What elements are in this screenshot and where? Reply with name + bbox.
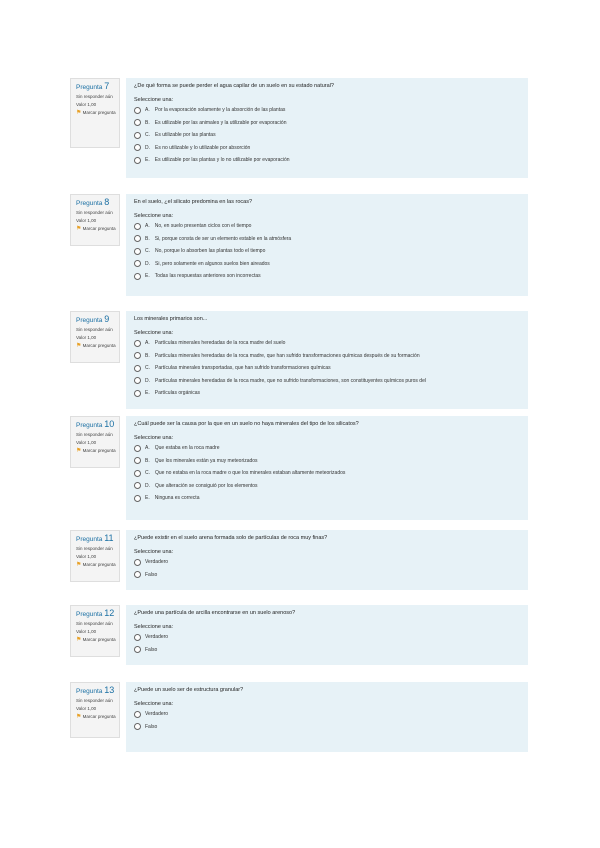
flag-question-button[interactable]	[76, 110, 116, 116]
flag-icon: ⚑	[76, 110, 82, 116]
flag-icon: ⚑	[76, 343, 82, 349]
answer-option[interactable]: C. No, porque lo absorben las plantas todo el tiempo	[134, 245, 520, 258]
radio-button[interactable]	[134, 495, 141, 502]
answer-option-false[interactable]: Falso	[134, 644, 520, 657]
question-text: ¿Puede un suelo ser de estructura granular?	[134, 687, 244, 693]
flag-label: Marcar pregunta	[82, 448, 116, 453]
radio-button[interactable]	[134, 390, 141, 397]
flag-icon: ⚑	[76, 714, 82, 720]
answer-prompt: Seleccione una:	[134, 701, 174, 707]
radio-button[interactable]	[134, 646, 141, 653]
question-text: ¿Puede existir en el suelo arena formada solo de partículas de roca muy finas?	[134, 535, 328, 541]
question-text: ¿Cuál puede ser la causa por la que en un suelo no haya minerales del tipo de los silicatos?	[134, 421, 359, 427]
answer-option[interactable]: A. Por la evaporación solamente y la absorción de las plantas	[134, 104, 520, 117]
answer-option[interactable]: E. Todas las respuestas anteriores son incorrectas	[134, 270, 520, 283]
answer-option[interactable]: C. Que no estaba en la roca madre o que los minerales estaban altamente meteorizados	[134, 467, 520, 480]
question-number: 12	[104, 608, 115, 618]
radio-button[interactable]	[134, 365, 141, 372]
radio-button[interactable]	[134, 235, 141, 242]
question-info	[70, 605, 120, 657]
flag-icon: ⚑	[76, 448, 82, 454]
answer-option[interactable]: C. Partículas minerales transportadas, que han sufrido transformaciones químicas	[134, 362, 520, 375]
flag-label: Marcar pregunta	[82, 562, 116, 567]
answer-option[interactable]: C. Es utilizable por las plantas	[134, 129, 520, 142]
question-info	[70, 682, 120, 738]
radio-button[interactable]	[134, 273, 141, 280]
question-text: Los minerales primarios son...	[134, 316, 208, 322]
answer-prompt: Seleccione una:	[134, 330, 174, 336]
radio-button[interactable]	[134, 457, 141, 464]
answer-option[interactable]: D. Si, pero solamente en algunos suelos bien aireados	[134, 258, 520, 271]
question-content	[126, 682, 528, 752]
question-status: Sin responder aún	[76, 698, 113, 703]
question-text: En el suelo, ¿el silicato predomina en las rocas?	[134, 199, 253, 205]
radio-button[interactable]	[134, 260, 141, 267]
question-status: Sin responder aún	[76, 210, 113, 215]
answer-prompt: Seleccione una:	[134, 213, 174, 219]
answer-option[interactable]: E. Ninguna es correcta	[134, 492, 520, 505]
question-content	[126, 416, 528, 520]
answer-option[interactable]: B. Que los minerales están ya muy meteorizados	[134, 455, 520, 468]
question-content	[126, 78, 528, 178]
flag-label: Marcar pregunta	[82, 226, 116, 231]
flag-label: Marcar pregunta	[82, 714, 116, 719]
flag-label: Marcar pregunta	[82, 637, 116, 642]
radio-button[interactable]	[134, 157, 141, 164]
answer-option-false[interactable]: Falso	[134, 569, 520, 582]
question-status: Sin responder aún	[76, 621, 113, 626]
question-label: Pregunta	[76, 422, 103, 429]
flag-icon: ⚑	[76, 637, 82, 643]
flag-question-button[interactable]	[76, 637, 116, 643]
question-value: Valor 1,00	[76, 706, 97, 711]
radio-button[interactable]	[134, 144, 141, 151]
answer-prompt: Seleccione una:	[134, 97, 174, 103]
question-label: Pregunta	[76, 611, 103, 618]
flag-question-button[interactable]	[76, 343, 116, 349]
radio-button[interactable]	[134, 132, 141, 139]
question-value: Valor 1,00	[76, 554, 97, 559]
question-info	[70, 194, 120, 246]
radio-button[interactable]	[134, 352, 141, 359]
question-label: Pregunta	[76, 688, 103, 695]
question-number: 10	[104, 419, 115, 429]
question-text: ¿De qué forma se puede perder el agua capilar de un suelo en su estado natural?	[134, 83, 334, 89]
answer-option-true[interactable]: Verdadero	[134, 556, 520, 569]
answer-option[interactable]: B. Partículas minerales heredadas de la roca madre, que han sufrido transformaciones químicas después de su formación	[134, 350, 520, 363]
question-status: Sin responder aún	[76, 94, 113, 99]
radio-button[interactable]	[134, 107, 141, 114]
answer-option[interactable]: A. Partículas minerales heredadas de la roca madre del suelo	[134, 337, 520, 350]
question-text: ¿Puede una partícula de arcilla encontrarse en un suelo arenoso?	[134, 610, 296, 616]
radio-button[interactable]	[134, 482, 141, 489]
answer-prompt: Seleccione una:	[134, 549, 174, 555]
question-number: 13	[104, 685, 115, 695]
question-value: Valor 1,00	[76, 335, 97, 340]
answer-option-true[interactable]: Verdadero	[134, 631, 520, 644]
question-status: Sin responder aún	[76, 432, 113, 437]
question-value: Valor 1,00	[76, 629, 97, 634]
radio-button[interactable]	[134, 571, 141, 578]
answer-prompt: Seleccione una:	[134, 435, 174, 441]
question-info	[70, 530, 120, 582]
question-number: 8	[104, 197, 110, 207]
question-content	[126, 194, 528, 296]
flag-icon: ⚑	[76, 226, 82, 232]
radio-button[interactable]	[134, 723, 141, 730]
radio-button[interactable]	[134, 634, 141, 641]
question-label: Pregunta	[76, 84, 103, 91]
radio-button[interactable]	[134, 470, 141, 477]
question-content	[126, 530, 528, 590]
question-status: Sin responder aún	[76, 546, 113, 551]
radio-button[interactable]	[134, 248, 141, 255]
question-number: 7	[104, 81, 110, 91]
question-info	[70, 78, 120, 148]
answer-option[interactable]: A. Que estaba en la roca madre	[134, 442, 520, 455]
flag-question-button[interactable]	[76, 448, 116, 454]
question-label: Pregunta	[76, 536, 103, 543]
question-number: 9	[104, 314, 110, 324]
flag-icon: ⚑	[76, 562, 82, 568]
question-status: Sin responder aún	[76, 327, 113, 332]
answer-option[interactable]: D. Partículas minerales heredadas de la roca madre, que no sufrido transformaciones, son constituyentes químicos puros del	[134, 375, 520, 388]
radio-button[interactable]	[134, 119, 141, 126]
radio-button[interactable]	[134, 445, 141, 452]
answer-option[interactable]: B. Es utilizable por las animales y la utilizable por evaporación	[134, 117, 520, 130]
answer-option-true[interactable]: Verdadero	[134, 708, 520, 721]
question-value: Valor 1,00	[76, 218, 97, 223]
question-number: 11	[104, 533, 114, 543]
answer-option[interactable]: B. Si, porque consta de ser un elemento estable en la atmósfera	[134, 233, 520, 246]
question-content	[126, 311, 528, 409]
flag-question-button[interactable]	[76, 562, 116, 568]
flag-question-button[interactable]	[76, 226, 116, 232]
flag-label: Marcar pregunta	[82, 343, 116, 348]
question-label: Pregunta	[76, 317, 103, 324]
radio-button[interactable]	[134, 340, 141, 347]
answer-option-false[interactable]: Falso	[134, 721, 520, 734]
answer-prompt: Seleccione una:	[134, 624, 174, 630]
flag-label: Marcar pregunta	[82, 110, 116, 115]
question-label: Pregunta	[76, 200, 103, 207]
answer-option[interactable]: E. Es utilizable por las plantas y lo no utilizable por evaporación	[134, 154, 520, 167]
answer-option[interactable]: E. Partículas orgánicas	[134, 387, 520, 400]
flag-question-button[interactable]	[76, 714, 116, 720]
answer-option[interactable]: D. Que alteración se consiguió por los elementos	[134, 480, 520, 493]
question-value: Valor 1,00	[76, 102, 97, 107]
question-value: Valor 1,00	[76, 440, 97, 445]
answer-option[interactable]: A. No, en suelo presentan ciclos con el tiempo	[134, 220, 520, 233]
answer-option[interactable]: D. Es no utilizable y lo utilizable por absorción	[134, 142, 520, 155]
radio-button[interactable]	[134, 559, 141, 566]
radio-button[interactable]	[134, 711, 141, 718]
radio-button[interactable]	[134, 223, 141, 230]
question-info	[70, 311, 120, 363]
radio-button[interactable]	[134, 377, 141, 384]
question-content	[126, 605, 528, 665]
question-info	[70, 416, 120, 468]
